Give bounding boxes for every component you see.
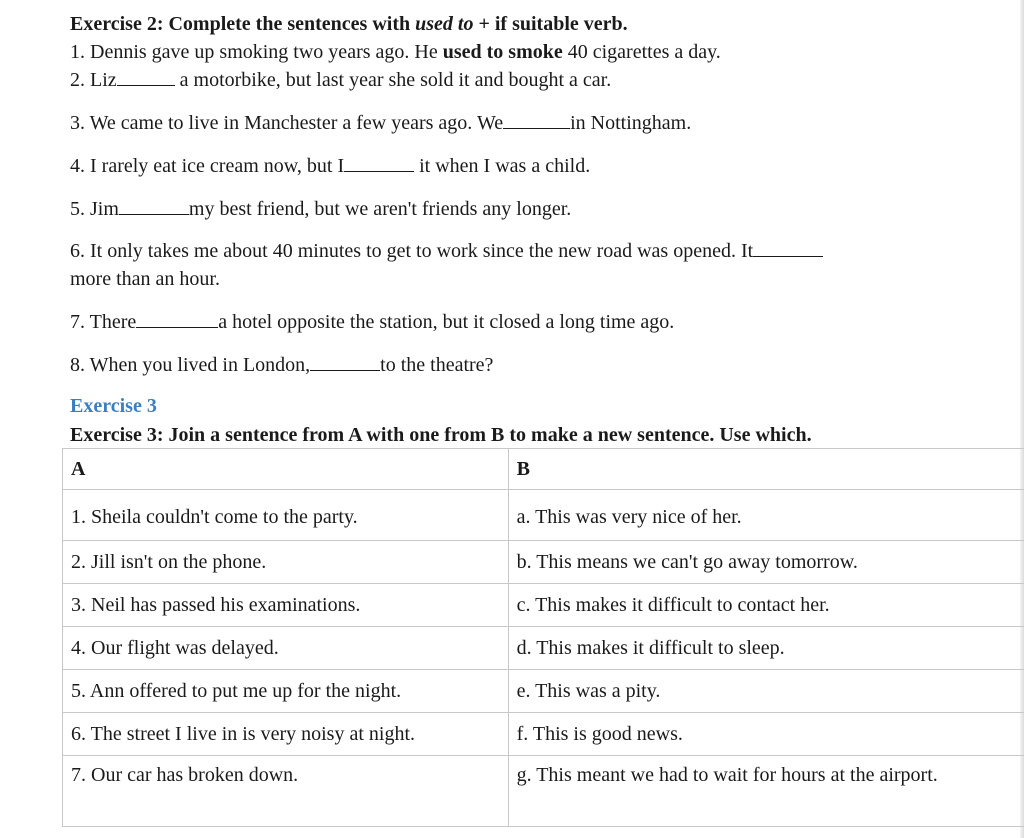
exercise3-title: Exercise 3: Join a sentence from A with one from B to make a new sentence. Use which. <box>70 424 812 446</box>
cell-a: 4. Our flight was delayed. <box>63 627 509 670</box>
column-b-header: B <box>508 449 1024 490</box>
cell-a: 6. The street I live in is very noisy at night. <box>63 713 509 756</box>
exercise2-title-emphasis: used to <box>415 13 474 35</box>
cell-a: 5. Ann offered to put me up for the night. <box>63 670 509 713</box>
cell-b: e. This was a pity. <box>508 670 1024 713</box>
cell-a: 2. Jill isn't on the phone. <box>63 541 509 584</box>
table-row <box>63 490 1024 541</box>
sentence-6-continued: more than an hour. <box>70 268 220 290</box>
cell-b: a. This was very nice of her. <box>508 490 1024 541</box>
answer-blank[interactable] <box>136 311 218 328</box>
table-header-row <box>63 449 1024 490</box>
table-row <box>63 627 1024 670</box>
table-row <box>63 713 1024 756</box>
sentence-1-answer: used to smoke <box>442 41 563 63</box>
exercise3-heading: Exercise 3 <box>70 395 157 417</box>
sentence-1: 1. Dennis gave up smoking two years ago. He used to smoke 40 cigarettes a day. <box>70 41 721 63</box>
cell-a: 7. Our car has broken down. <box>63 756 509 827</box>
sentence-6: 6. It only takes me about 40 minutes to get to work since the new road was opened. It <box>70 237 823 265</box>
cell-b: d. This makes it difficult to sleep. <box>508 627 1024 670</box>
sentence-4: 4. I rarely eat ice cream now, but I it when I was a child. <box>70 155 591 177</box>
answer-blank[interactable] <box>753 240 823 257</box>
cell-a: 1. Sheila couldn't come to the party. <box>63 490 509 541</box>
matching-table <box>62 448 1024 827</box>
answer-blank[interactable] <box>503 112 570 129</box>
table-row <box>63 756 1024 827</box>
answer-blank[interactable] <box>344 155 414 172</box>
sentence-8: 8. When you lived in London, to the theatre? <box>70 354 494 376</box>
table-row <box>63 670 1024 713</box>
column-a-header: A <box>63 449 509 490</box>
sentence-5: 5. Jim my best friend, but we aren't friends any longer. <box>70 198 572 220</box>
cell-a: 3. Neil has passed his examinations. <box>63 584 509 627</box>
exercise2-title-suffix: + if suitable verb. <box>473 13 628 35</box>
answer-blank[interactable] <box>117 69 175 86</box>
answer-blank[interactable] <box>119 198 189 215</box>
cell-b: g. This meant we had to wait for hours at the airport. <box>508 756 1024 827</box>
cell-b: b. This means we can't go away tomorrow. <box>508 541 1024 584</box>
table-row <box>63 584 1024 627</box>
cell-b: c. This makes it difficult to contact her. <box>508 584 1024 627</box>
exercise2-title-prefix: Exercise 2: Complete the sentences with <box>70 13 416 35</box>
sentence-3: 3. We came to live in Manchester a few years ago. We in Nottingham. <box>70 112 692 134</box>
table-row <box>63 541 1024 584</box>
exercise2-title <box>70 10 628 38</box>
sentence-2: 2. Liz a motorbike, but last year she sold it and bought a car. <box>70 69 612 91</box>
sentence-7: 7. There a hotel opposite the station, but it closed a long time ago. <box>70 311 675 333</box>
cell-b: f. This is good news. <box>508 713 1024 756</box>
answer-blank[interactable] <box>310 354 380 371</box>
